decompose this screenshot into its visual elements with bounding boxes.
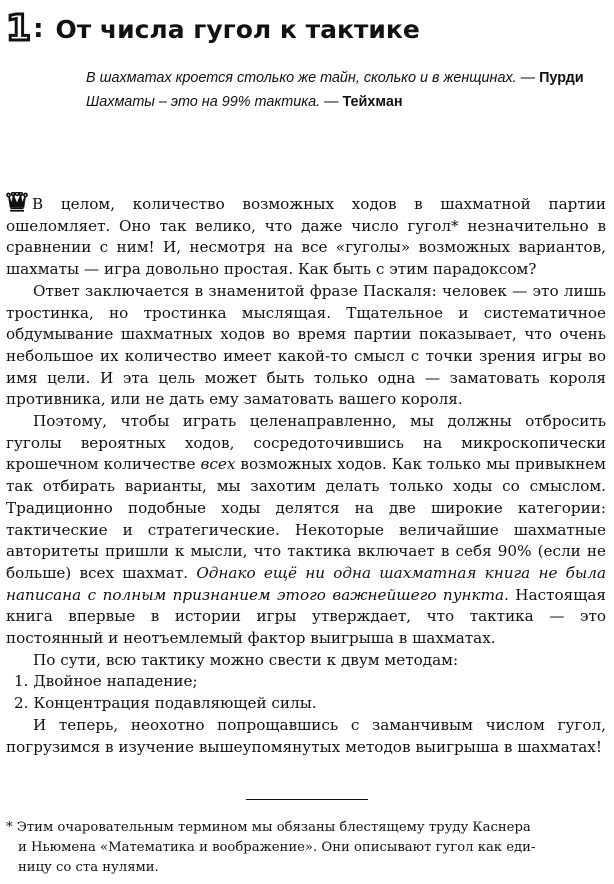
- epigraph-quote: В шахматах кроется столько же тайн, сколько и в женщинах. —: [86, 70, 540, 86]
- footnote-line: * Этим очаровательным термином мы обязаны блестящему труду Каснера: [6, 820, 531, 835]
- chapter-colon: :: [33, 14, 44, 44]
- chapter-number: 1: [6, 8, 32, 49]
- footnote: [6, 818, 606, 878]
- footnote-line: и Ньюмена «Математика и воображение». Они описывают гугол как еди-: [18, 840, 536, 855]
- list-item: 2. Концентрация подавляющей силы.: [14, 694, 317, 713]
- list-item: 1. Двойное нападение;: [14, 672, 198, 691]
- emphasis: всех: [200, 455, 236, 474]
- chapter-heading: [6, 6, 420, 52]
- paragraph: [6, 192, 606, 281]
- paragraph: По сути, всю тактику можно свести к двум методам:: [33, 650, 459, 669]
- epigraph: [86, 90, 606, 114]
- footnote-divider: [246, 799, 368, 800]
- paragraph-text: Настоящая книга впервые в истории игры утверждает, что тактика — это постоянный и неотъемлемый фактор выигрыша в шахматах.: [6, 585, 606, 648]
- main-text: [6, 192, 606, 758]
- chapter-title: От числа гугол к тактике: [55, 14, 420, 44]
- emphasis: Однако ещё ни одна шахматная книга не была написана с полным признанием этого важнейшего пункта.: [6, 563, 607, 604]
- paragraph-text: Поэтому, чтобы играть целенаправленно, мы должны отбросить гуголы вероятных ходов, сосредоточившись на микроскопически крошечном количестве: [6, 412, 606, 474]
- footnote-line: ницу со ста нулями.: [18, 860, 159, 875]
- epigraphs: [86, 66, 606, 114]
- paragraph-text: возможных ходов. Как только мы привыкнем так отбирать варианты, мы захотим делать только ходы со смыслом. Традиционно подобные ходы делятся на две широкие категории: тактические и стратегические. Некоторые величайшие шахматные авторитеты пришли к мысли, что тактика включает в себя 90% (если не больше) всех шахмат.: [6, 455, 606, 582]
- paragraph-text: В целом, количество возможных ходов в шахматной партии ошеломляет. Оно так велико, что даже число гугол* незначительно в сравнении с ним! И, несмотря на все «гуголы» возможных вариантов, шахматы — игра довольно простая. Как быть с этим парадоксом?: [6, 195, 606, 279]
- paragraph: Ответ заключается в знаменитой фразе Паскаля: человек — это лишь тростинка, но тростинка мыслящая. Тщательное и систематичное обдумывание шахматных ходов во время партии показывает, что очень небольшое их количество имеет какой-то смысл с точки зрения игры во имя цели. И эта цель может быть только одна — заматовать короля противника, или не дать ему заматовать вашего короля.: [6, 281, 606, 409]
- paragraph: И теперь, неохотно попрощавшись с заманчивым числом гугол, погрузимся в изучение вышеупомянутых методов выигрыша в шахматах!: [6, 715, 606, 756]
- epigraph-author: Тейхман: [342, 94, 403, 110]
- epigraph-quote: Шахматы – это на 99% тактика. —: [86, 94, 343, 110]
- epigraph: [86, 66, 606, 90]
- epigraph-author: Пурди: [539, 70, 584, 86]
- chess-queen-icon: [6, 192, 28, 212]
- paragraph: [6, 411, 606, 650]
